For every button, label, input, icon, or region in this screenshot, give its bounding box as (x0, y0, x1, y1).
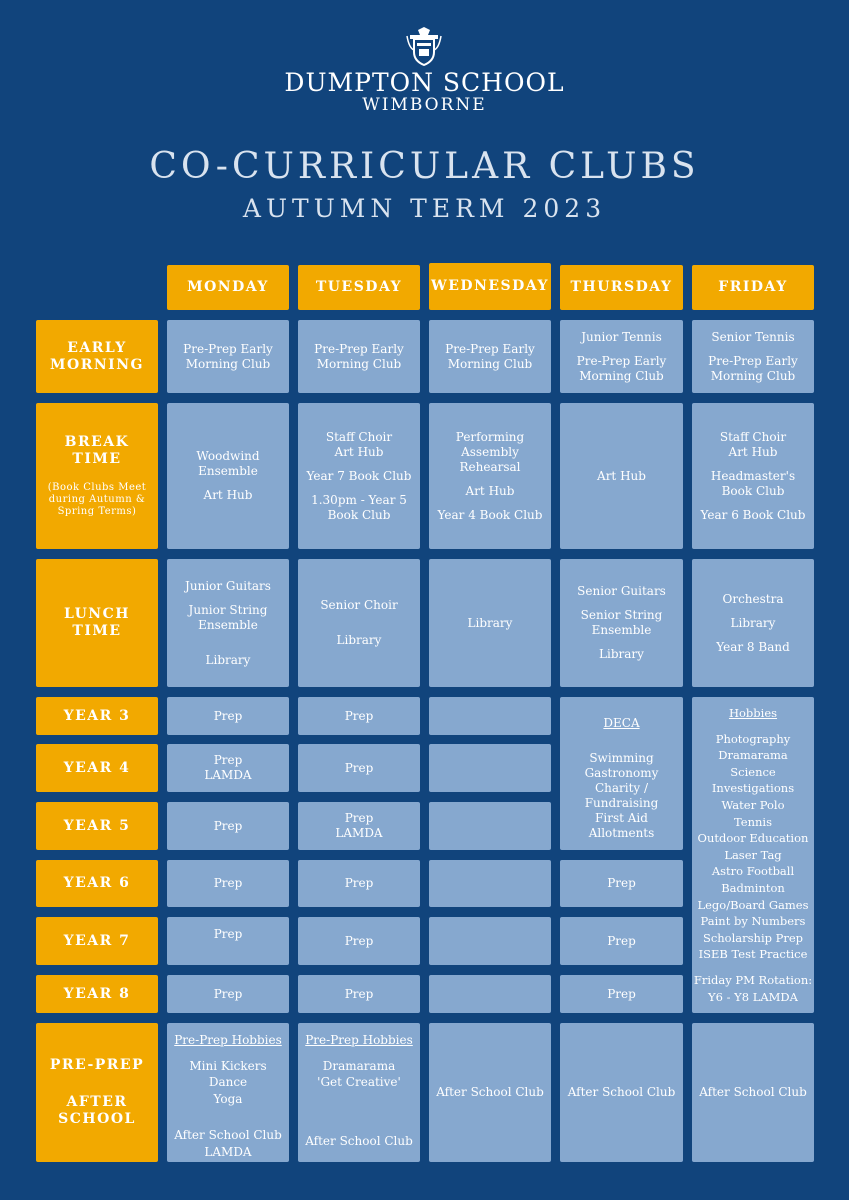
deca-item: Allotments (588, 826, 655, 840)
row-label-line: MORNING (50, 356, 144, 373)
row-label-line: LUNCH (64, 606, 130, 622)
row-header-early-morning (36, 320, 158, 393)
hobby-item: Badminton (721, 880, 785, 895)
year8-monday (167, 975, 289, 1013)
page-subtitle: AUTUMN TERM 2023 (242, 194, 607, 223)
row-label-line: TIME (72, 451, 122, 467)
club-item: Book Club (721, 483, 785, 498)
book-club-note (48, 482, 147, 518)
year8-thursday (560, 975, 683, 1013)
row-header-break-time (36, 403, 158, 549)
day-header-thursday: THURSDAY (560, 265, 683, 310)
early-monday (167, 320, 289, 393)
pre-prep-hobbies-heading: Pre-Prep Hobbies (305, 1033, 413, 1047)
row-label-line: TIME (72, 623, 122, 639)
hobbies-heading: Hobbies (728, 706, 778, 720)
club-item: Pre-Prep Early (183, 341, 273, 356)
club-item: Junior Tennis (581, 329, 662, 344)
row-header-lunch-time (36, 559, 158, 687)
early-tuesday (298, 320, 420, 393)
day-header-friday: FRIDAY (692, 265, 814, 310)
club-item: Senior String (580, 608, 663, 622)
club-item: Year 4 Book Club (437, 507, 543, 522)
early-wednesday (429, 320, 551, 393)
year4-monday (167, 744, 289, 792)
row-label-line: BREAK (64, 434, 130, 450)
year6-thursday (560, 860, 683, 907)
year5-tuesday (298, 802, 420, 850)
club-item: Pre-Prep Early (576, 353, 667, 368)
deca-thursday (560, 697, 683, 850)
club-item: Art Hub (203, 488, 253, 502)
club-item: Prep (607, 933, 636, 948)
year4-wednesday (429, 744, 551, 792)
club-item: Dramarama (322, 1058, 396, 1073)
club-item: Art Hub (465, 483, 515, 498)
break-monday (167, 403, 289, 549)
hobby-item: ISEB Test Practice (698, 947, 808, 962)
row-header-year-4: YEAR 4 (36, 744, 158, 792)
break-friday (692, 403, 814, 549)
year3-tuesday (298, 697, 420, 735)
club-item: Dance (208, 1075, 248, 1089)
note-line: Spring Terms) (57, 506, 137, 517)
club-item: After School Club (305, 1133, 413, 1148)
early-thursday (560, 320, 683, 393)
club-item: Library (730, 615, 776, 630)
club-item: Assembly Rehearsal (459, 444, 521, 474)
club-item: Prep (213, 927, 243, 941)
club-item: After School Club (699, 1085, 807, 1099)
hobby-item: Paint by Numbers (700, 914, 806, 929)
year6-tuesday (298, 860, 420, 907)
club-item: 1.30pm - Year 5 (311, 492, 407, 507)
club-item: Library (599, 647, 644, 661)
year3-wednesday (429, 697, 551, 735)
after-school-thursday (560, 1023, 683, 1162)
year7-tuesday (298, 917, 420, 965)
club-item: Library (205, 652, 251, 667)
club-item: Yoga (213, 1091, 243, 1106)
year5-wednesday (429, 802, 551, 850)
club-item: Senior Choir (320, 598, 398, 612)
year5-monday (167, 802, 289, 850)
break-thursday (560, 403, 683, 549)
year8-tuesday (298, 975, 420, 1013)
club-item: Staff Choir (719, 429, 787, 444)
hobby-item: Dramarama (718, 748, 788, 763)
club-item: Library (336, 633, 382, 647)
year8-wednesday (429, 975, 551, 1013)
club-item: Ensemble (198, 464, 258, 478)
deca-item: Charity / Fundraising (584, 781, 659, 810)
row-header-year-6: YEAR 6 (36, 860, 158, 907)
after-school-tuesday (298, 1023, 420, 1162)
club-item: Morning Club (447, 356, 533, 371)
club-item: Prep (344, 933, 374, 948)
club-item: Mini Kickers (189, 1058, 267, 1073)
school-name: DUMPTON SCHOOL (284, 68, 565, 97)
club-item: Year 6 Book Club (700, 507, 806, 522)
early-friday (692, 320, 814, 393)
club-item: Orchestra (722, 591, 784, 606)
club-item: After School Club (436, 1085, 544, 1099)
pre-prep-hobbies-heading: Pre-Prep Hobbies (174, 1033, 282, 1047)
club-item: Performing (455, 429, 525, 444)
year6-monday (167, 860, 289, 907)
day-header-wednesday: WEDNESDAY (429, 263, 551, 310)
club-item: Library (467, 615, 513, 630)
club-item: Prep (344, 811, 374, 825)
club-item: Prep (213, 986, 243, 1001)
club-item: 'Get Creative' (317, 1075, 401, 1089)
hobby-item: Outdoor Education (697, 831, 809, 846)
row-header-year-7: YEAR 7 (36, 917, 158, 965)
year6-wednesday (429, 860, 551, 907)
club-item: Art Hub (728, 444, 778, 459)
club-item: Prep (213, 753, 243, 767)
club-item: After School Club (567, 1085, 676, 1099)
club-item: Woodwind (196, 449, 260, 463)
club-item: Ensemble (591, 623, 652, 637)
note-line: (Book Clubs Meet (47, 482, 147, 493)
club-item: Prep (607, 876, 636, 890)
row-label-line: EARLY (67, 339, 127, 356)
hobby-item: Scholarship Prep (702, 930, 804, 945)
club-item: Prep (344, 876, 374, 890)
deca-item: Gastronomy (584, 766, 659, 780)
club-item: Prep (607, 986, 636, 1001)
year3-monday (167, 697, 289, 735)
hobbies-friday (692, 697, 814, 1013)
club-item: Morning Club (316, 356, 402, 371)
lunch-thursday (560, 559, 683, 687)
club-item: Morning Club (710, 368, 796, 383)
deca-item: Swimming (589, 751, 654, 765)
club-item: Prep (344, 708, 374, 723)
club-item: Prep (344, 760, 374, 775)
club-item: After School Club (174, 1128, 282, 1142)
year4-tuesday (298, 744, 420, 792)
school-location: WIMBORNE (362, 95, 487, 115)
club-item: Prep (344, 986, 374, 1001)
note-line: during Autumn & (48, 494, 146, 505)
day-header-monday: MONDAY (167, 265, 289, 310)
club-item: Prep (213, 876, 243, 890)
after-school-monday (167, 1023, 289, 1162)
club-item: LAMDA (204, 1144, 252, 1159)
club-item: Pre-Prep Early (445, 341, 535, 356)
school-crest-icon (405, 26, 443, 66)
break-tuesday (298, 403, 420, 549)
row-header-year-3: YEAR 3 (36, 697, 158, 735)
club-item: Year 8 Band (716, 639, 790, 654)
year7-monday (167, 917, 289, 965)
year7-wednesday (429, 917, 551, 965)
row-header-year-5: YEAR 5 (36, 802, 158, 850)
club-item: Pre-Prep Early (314, 341, 404, 356)
row-label-line: SCHOOL (58, 1111, 136, 1127)
break-wednesday (429, 403, 551, 549)
lunch-tuesday (298, 559, 420, 687)
after-school-friday (692, 1023, 814, 1162)
hobby-item: Photography (715, 731, 791, 746)
deca-heading: DECA (603, 716, 640, 730)
row-header-pre-prep-after-school (36, 1023, 158, 1162)
row-header-year-8: YEAR 8 (36, 975, 158, 1013)
club-item: Junior Guitars (185, 578, 271, 593)
club-item: LAMDA (335, 826, 383, 840)
hobby-item: Lego/Board Games (697, 897, 809, 912)
club-item: Prep (213, 818, 243, 833)
hobby-item: Laser Tag (724, 847, 782, 862)
year7-thursday (560, 917, 683, 965)
hobby-item: Water Polo (721, 797, 785, 812)
row-label-line: PRE-PREP (49, 1057, 145, 1073)
lunch-wednesday (429, 559, 551, 687)
lunch-friday (692, 559, 814, 687)
club-item: Morning Club (185, 356, 271, 371)
club-item: Senior Tennis (711, 329, 795, 344)
club-item: Ensemble (198, 617, 258, 632)
club-item: Staff Choir (325, 429, 393, 444)
club-item: Book Club (327, 507, 391, 522)
club-item: Art Hub (597, 468, 646, 483)
lunch-monday (167, 559, 289, 687)
hobby-footer: Y6 - Y8 LAMDA (708, 989, 798, 1004)
row-label-line: AFTER (66, 1094, 128, 1110)
club-item: Pre-Prep Early (708, 353, 798, 368)
club-item: Junior String (188, 602, 268, 617)
page-title: CO-CURRICULAR CLUBS (149, 146, 700, 187)
hobby-item: Astro Football (711, 864, 795, 879)
club-item: Senior Guitars (577, 584, 666, 598)
hobby-item: Science Investigations (711, 764, 795, 796)
club-item: LAMDA (204, 768, 252, 782)
hobby-footer: Friday PM Rotation: (693, 972, 813, 987)
deca-item: First Aid (595, 811, 648, 825)
club-item: Year 7 Book Club (306, 468, 412, 483)
club-item: Art Hub (334, 444, 384, 459)
club-item: Headmaster's (710, 468, 796, 483)
day-header-tuesday: TUESDAY (298, 265, 420, 310)
club-item: Morning Club (579, 368, 664, 383)
after-school-wednesday (429, 1023, 551, 1162)
hobby-item: Tennis (734, 814, 772, 829)
club-item: Prep (213, 708, 243, 723)
